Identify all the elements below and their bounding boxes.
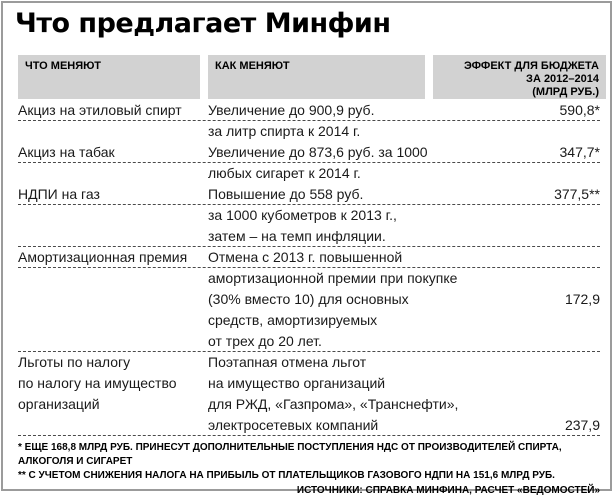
cell-what <box>18 268 208 289</box>
table-row <box>18 373 600 394</box>
cell-how: за литр спирта к 2014 г. <box>208 123 361 139</box>
table-header <box>18 55 606 98</box>
cell-what <box>18 226 208 246</box>
table-row <box>18 331 600 352</box>
cell-what <box>18 310 208 331</box>
cell-what <box>18 415 208 435</box>
table-row <box>18 289 600 310</box>
cell-how: для РЖД, «Газпрома», «Транснефти», <box>208 396 459 412</box>
cell-what <box>18 163 208 184</box>
cell-how: на имущество организаций <box>208 375 386 391</box>
cell-effect-value <box>433 331 600 351</box>
cell-how: средств, амортизируемых <box>208 312 378 328</box>
table-row <box>18 121 600 142</box>
cell-effect-value: 590,8* <box>559 102 600 118</box>
cell-effect-value <box>433 310 600 331</box>
table-row <box>18 163 600 184</box>
table-row <box>18 100 600 121</box>
cell-effect-value <box>433 163 600 184</box>
header-effect-line-3: (МЛРД РУБ.) <box>532 86 599 98</box>
table-row <box>18 226 600 247</box>
cell-what <box>18 331 208 351</box>
footnote-2: ** С УЧЕТОМ СНИЖЕНИЯ НАЛОГА НА ПРИБЫЛЬ ОТ ПЛАТЕЛЬЩИКОВ ГАЗОВОГО НДПИ НА 151,6 МЛРД РУБ. <box>18 470 555 481</box>
header-cell-what: ЧТО МЕНЯЮТ <box>18 55 200 99</box>
table-row <box>18 205 600 226</box>
cell-what: Амортизационная премия <box>18 249 188 265</box>
footnote-1: * ЕЩЕ 168,8 МЛРД РУБ. ПРИНЕСУТ ДОПОЛНИТЕЛЬНЫЕ ПОСТУПЛЕНИЯ НДС ОТ ПРОИЗВОДИТЕЛЕЙ СПИРТА, АЛКОГОЛЯ И СИГАРЕТ <box>18 442 562 467</box>
page-title: Что предлагает Минфин <box>15 8 391 39</box>
cell-how: Увеличение до 873,6 руб. за 1000 <box>208 144 428 160</box>
cell-how: Увеличение до 900,9 руб. <box>208 102 375 118</box>
cell-what <box>18 289 208 310</box>
cell-how: от трех до 20 лет. <box>208 333 322 349</box>
table-row <box>18 310 600 331</box>
cell-effect-value <box>433 121 600 142</box>
cell-what <box>18 205 208 226</box>
cell-effect-value: 377,5** <box>554 186 600 202</box>
cell-effect-value: 347,7* <box>559 144 600 160</box>
cell-how: Отмена с 2013 г. повышенной <box>208 249 403 265</box>
table-row <box>18 352 600 373</box>
cell-how: затем – на темп инфляции. <box>208 228 386 244</box>
cell-effect-value <box>433 205 600 226</box>
cell-effect-value: 172,9 <box>564 291 600 307</box>
table-row <box>18 415 600 436</box>
cell-effect-value <box>433 247 600 267</box>
cell-what: Акциз на этиловый спирт <box>18 102 182 118</box>
header-effect-line-1: ЭФФЕКТ ДЛЯ БЮДЖЕТА <box>464 60 599 72</box>
cell-what: организаций <box>18 396 100 412</box>
cell-what: по налогу на имущество <box>18 375 177 391</box>
cell-how: амортизационной премии при покупке <box>208 270 458 286</box>
cell-how: электросетевых компаний <box>208 417 379 433</box>
cell-how: (30% вместо 10) для основных <box>208 291 409 307</box>
cell-effect-value <box>433 373 600 394</box>
table-row <box>18 184 600 205</box>
cell-how: Поэтапная отмена льгот <box>208 354 367 370</box>
table-row <box>18 142 600 163</box>
cell-how: Повышение до 558 руб. <box>208 186 364 202</box>
cell-what <box>18 121 208 142</box>
table-row <box>18 247 600 268</box>
cell-effect-value <box>433 226 600 246</box>
header-effect-line-2: ЗА 2012–2014 <box>526 73 599 85</box>
header-cell-how: КАК МЕНЯЮТ <box>208 55 425 99</box>
table-row <box>18 268 600 289</box>
cell-how: за 1000 кубометров к 2013 г., <box>208 207 397 223</box>
sources-line: ИСТОЧНИКИ: СПРАВКА МИНФИНА, РАСЧЕТ «ВЕДОМОСТЕЙ» <box>296 485 600 496</box>
footnotes <box>18 441 600 498</box>
cell-effect-value <box>433 394 600 415</box>
table-body <box>18 100 600 436</box>
cell-what: Льготы по налогу <box>18 354 131 370</box>
cell-effect-value: 237,9 <box>564 417 600 433</box>
header-cell-effect <box>433 55 606 99</box>
cell-effect-value <box>433 268 600 289</box>
cell-what: НДПИ на газ <box>18 186 100 202</box>
cell-what: Акциз на табак <box>18 144 115 160</box>
cell-effect-value <box>433 352 600 373</box>
cell-how: любых сигарет к 2014 г. <box>208 165 361 181</box>
table-row <box>18 394 600 415</box>
